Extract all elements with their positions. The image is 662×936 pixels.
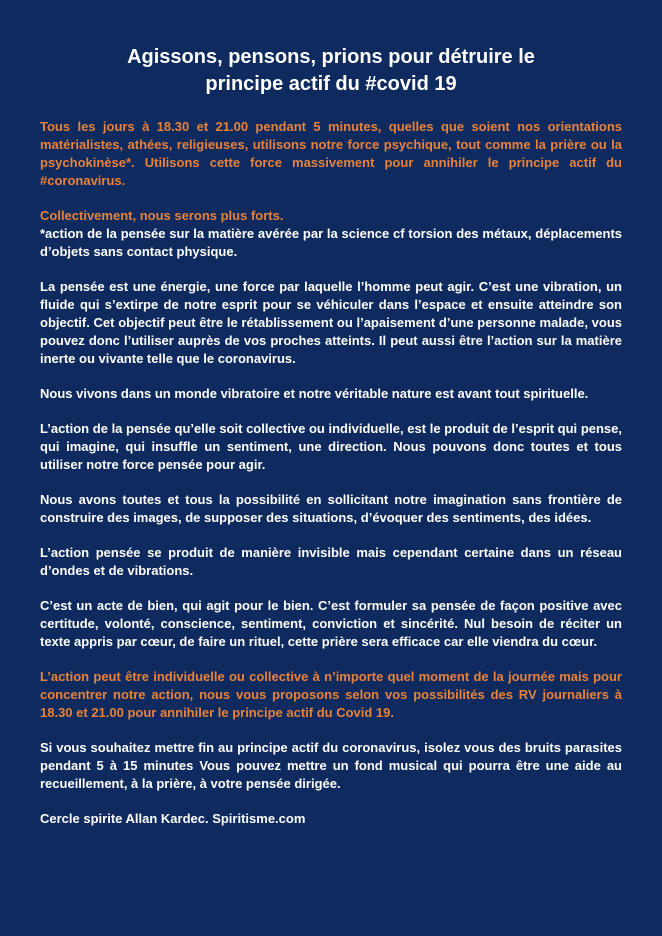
schedule-paragraph: L’action peut être individuelle ou collective à n’importe quel moment de la journée mais pour concentrer notre action, nous vous proposons selon vos possibilités des RV journaliers à 18.30 et 21.00 pour annihiler le principe actif du Covid 19. (40, 669, 622, 720)
title-line-1: Agissons, pensons, prions pour détruire le (127, 46, 535, 68)
action-paragraph: L’action de la pensée qu’elle soit collective ou individuelle, est le produit de l’esprit qui pense, qui imagine, qui insuffle un sentiment, une direction. Nous pouvons donc toutes et tous utiliser notre force pensée pour agir. (40, 421, 622, 472)
collective-block (40, 207, 622, 261)
isolate-paragraph: Si vous souhaitez mettre fin au principe actif du coronavirus, isolez vous des bruits parasites pendant 5 à 15 minutes Vous pouvez mettre un fond musical qui pourra être une aide au recueillement, à la prière, à votre pensée dirigée. (40, 740, 622, 791)
intro-paragraph: Tous les jours à 18.30 et 21.00 pendant 5 minutes, quelles que soient nos orientations matérialistes, athées, religieuses, utilisons notre force psychique, tout comme la prière ou la psychokinèse*. Utilisons cette force massivement pour annihiler le principe actif du #coronavirus. (40, 119, 622, 188)
page-title (40, 44, 622, 98)
title-line-2: principe actif du #covid 19 (205, 73, 457, 95)
invisible-paragraph: L’action pensée se produit de manière invisible mais cependant certaine dans un réseau d’ondes et de vibrations. (40, 545, 622, 578)
collective-line: Collectivement, nous serons plus forts. (40, 208, 284, 223)
energy-paragraph: La pensée est une énergie, une force par laquelle l’homme peut agir. C’est une vibration, un fluide qui s’extirpe de notre esprit pour se véhiculer dans l’espace et ensuite atteindre son objectif. Cet objectif peut être le rétablissement ou l’apaisement d’une personne malade, vous pouvez donc l’utiliser auprès de vos proches atteints. Il peut aussi être l’action sur la matière inerte ou vivante telle que le coronavirus. (40, 279, 622, 366)
vibratory-paragraph: Nous vivons dans un monde vibratoire et notre véritable nature est avant tout spirituelle. (40, 386, 589, 401)
good-paragraph: C’est un acte de bien, qui agit pour le bien. C’est formuler sa pensée de façon positive avec certitude, volonté, conscience, sentiment, conviction et sincérité. Nul besoin de réciter un texte appris par cœur, de faire un rituel, cette prière sera efficace car elle viendra du cœur. (40, 598, 622, 649)
signature-text: Cercle spirite Allan Kardec. Spiritisme.com (40, 811, 306, 826)
footnote-text: *action de la pensée sur la matière avérée par la science cf torsion des métaux, déplacements d’objets sans contact physique. (40, 226, 622, 259)
possibility-paragraph: Nous avons toutes et tous la possibilité en sollicitant notre imagination sans frontière de construire des images, de supposer des situations, d’évoquer des sentiments, des idées. (40, 492, 622, 525)
